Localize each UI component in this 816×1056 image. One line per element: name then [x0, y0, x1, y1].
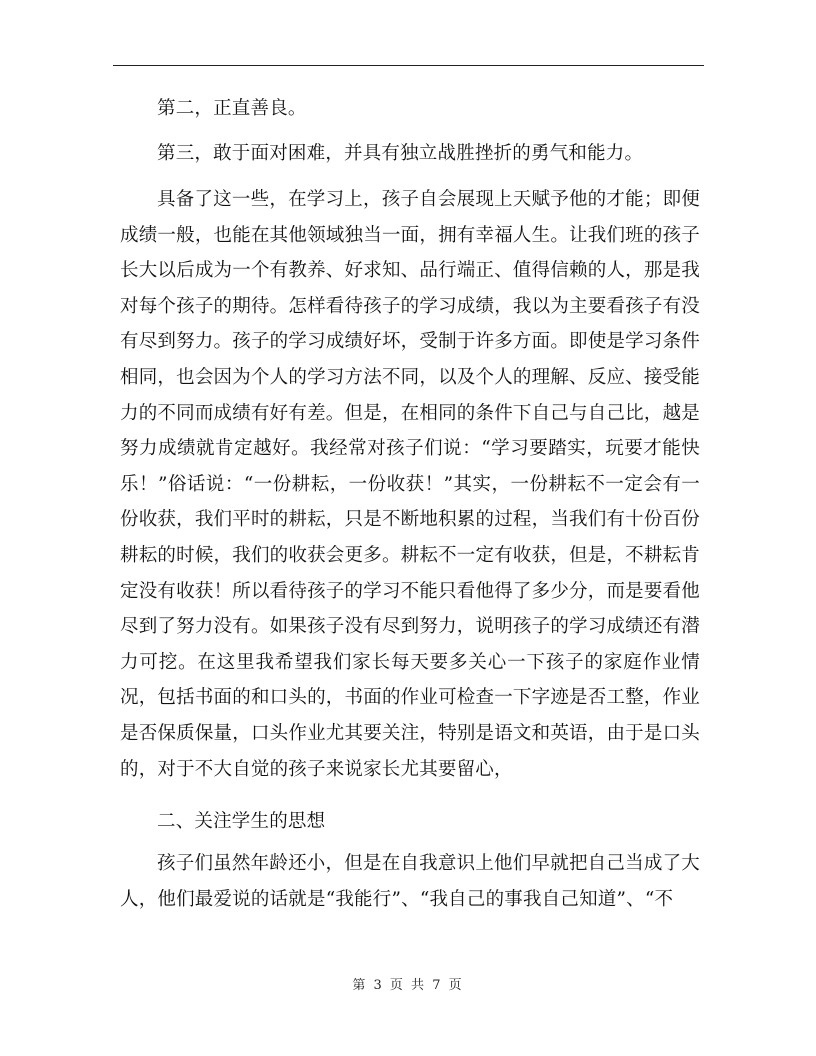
paragraph-main-body: 具备了这一些，在学习上，孩子自会展现上天赋予他的才能；即便成绩一般，也能在其他领域独当一面，拥有幸福人生。让我们班的孩子长大以后成为一个有教养、好求知、品行端正、值得信赖的人，那是我对每个孩子的期待。怎样看待孩子的学习成绩，我以为主要看孩子有没有尽到努力。孩子的学习成绩好坏，受制于许多方面。即使是学习条件相同，也会因为个人的学习方法不同，以及个人的理解、反应、接受能力的不同而成绩有好有差。但是，在相同的条件下自己与自己比，越是努力成绩就肯定越好。我经常对孩子们说：“学习要踏实，玩要才能快乐！”俗话说：“一份耕耘，一份收获！”其实，一份耕耘不一定会有一份收获，我们平时的耕耘，只是不断地积累的过程，当我们有十份百份耕耘的时候，我们的收获会更多。耕耘不一定有收获，但是，不耕耘肯定没有收获！所以看待孩子的学习不能只看他得了多少分，而是要看他尽到了努力没有。如果孩子没有尽到努力，说明孩子的学习成绩还有潜力可挖。在这里我希望我们家长每天要多关心一下孩子的家庭作业情况，包括书面的和口头的，书面的作业可检查一下字迹是否工整，作业是否保质保量，口头作业尤其要关注，特别是语文和英语，由于是口头的，对于不大自觉的孩子来说家长尤其要留心，	[120, 189, 700, 780]
document-body	[120, 88, 700, 917]
header-rule	[113, 65, 704, 66]
paragraph-point-two: 第二，正直善良。	[157, 98, 307, 119]
paragraph-section-body: 孩子们虽然年龄还小，但是在自我意识上他们早就把自己当成了大人，他们最爱说的话就是“我能行”、“我自己的事我自己知道”、“不	[120, 853, 700, 910]
page-number-footer: 第 3 页 共 7 页	[352, 978, 464, 993]
paragraph-point-three: 第三，敢于面对困难，并具有独立战胜挫折的勇气和能力。	[157, 143, 644, 164]
section-heading: 二、关注学生的思想	[157, 811, 326, 833]
